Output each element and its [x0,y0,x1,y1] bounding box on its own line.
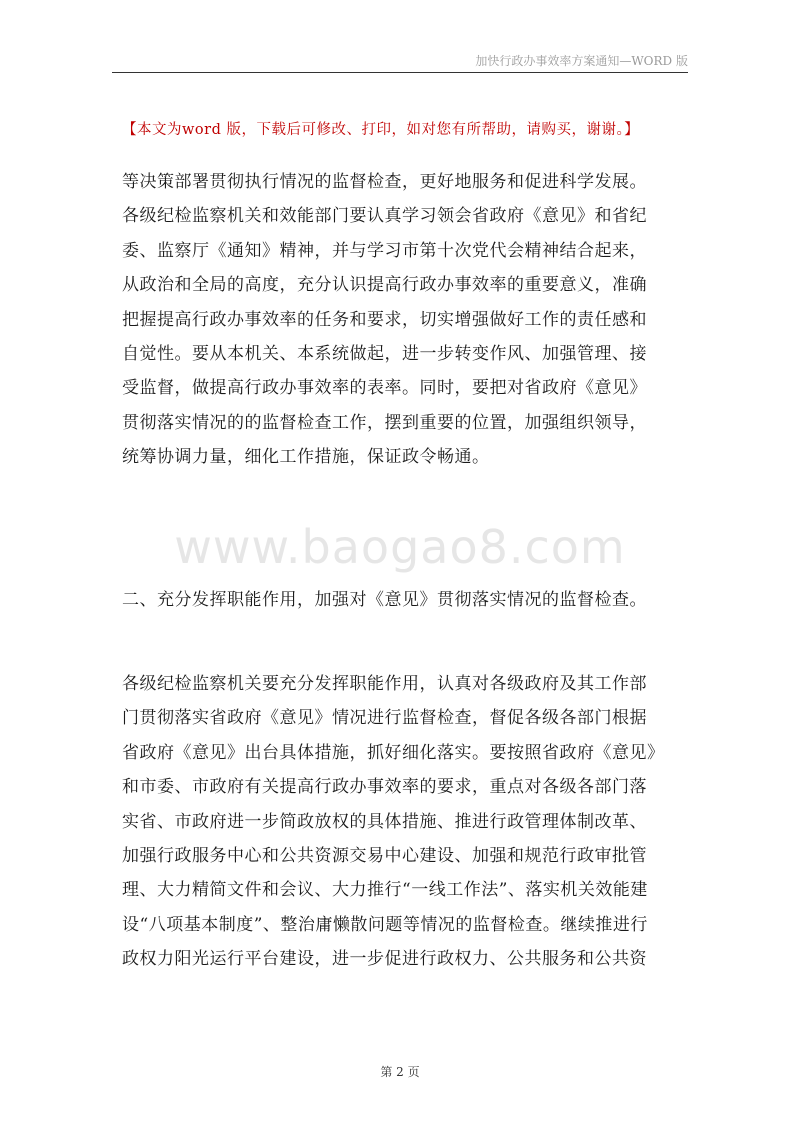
text-line: 统筹协调力量，细化工作措施，保证政令畅通。 [122,447,490,468]
text-line: 各级纪检监察机关要充分发挥职能作用，认真对各级政府及其工作部 [122,674,647,694]
text-line: 加强行政服务中心和公共资源交易中心建设、加强和规范行政审批管 [122,846,647,867]
download-notice: 【本文为word 版，下载后可修改、打印，如对您有所帮助，请购买，谢谢。】 [122,122,640,138]
text-line: 理、大力精简文件和会议、大力推行“一线工作法”、落实机关效能建 [122,880,648,901]
text-line: 贯彻落实情况的的监督检查工作，摆到重要的位置，加强组织领导， [122,412,647,433]
text-line: 实省、市政府进一步简政放权的具体措施、推进行政管理体制改革、 [122,811,647,832]
text-line: 政权力阳光运行平台建设，进一步促进行政权力、公共服务和公共资 [122,949,647,970]
body-paragraph-1 [122,165,692,475]
text-line: 自觉性。要从本机关、本系统做起，进一步转变作风、加强管理、接 [122,344,647,365]
text-line: 各级纪检监察机关和效能部门要认真学习领会省政府《意见》和省纪 [122,206,647,227]
text-line: 从政治和全局的高度，充分认识提高行政办事效率的重要意义，准确 [122,275,647,296]
text-line: 委、监察厅《通知》精神，并与学习市第十次党代会精神结合起来， [122,240,647,261]
document-header-title: 加快行政办事效率方案通知—WORD 版 [475,54,688,68]
watermark: www.baogao8.com [174,520,626,574]
text-line: 门贯彻落实省政府《意见》情况进行监督检查，督促各级各部门根据 [122,708,647,729]
header-divider [112,72,688,73]
text-line: 等决策部署贯彻执行情况的监督检查，更好地服务和促进科学发展。 [122,172,647,192]
text-line: 和市委、市政府有关提高行政办事效率的要求，重点对各级各部门落 [122,777,647,798]
section-heading-2: 二、充分发挥职能作用，加强对《意见》贯彻落实情况的监督检查。 [122,590,647,610]
text-line: 把握提高行政办事效率的任务和要求，切实增强做好工作的责任感和 [122,309,647,330]
text-line: 受监督，做提高行政办事效率的表率。同时，要把对省政府《意见》 [122,378,647,399]
page-number: 第 2 页 [380,1065,420,1079]
body-paragraph-2 [122,667,692,977]
text-line: 设“八项基本制度”、整治庸懒散问题等情况的监督检查。继续推进行 [122,914,648,935]
text-line: 省政府《意见》出台具体措施，抓好细化落实。要按照省政府《意见》 [122,742,665,763]
